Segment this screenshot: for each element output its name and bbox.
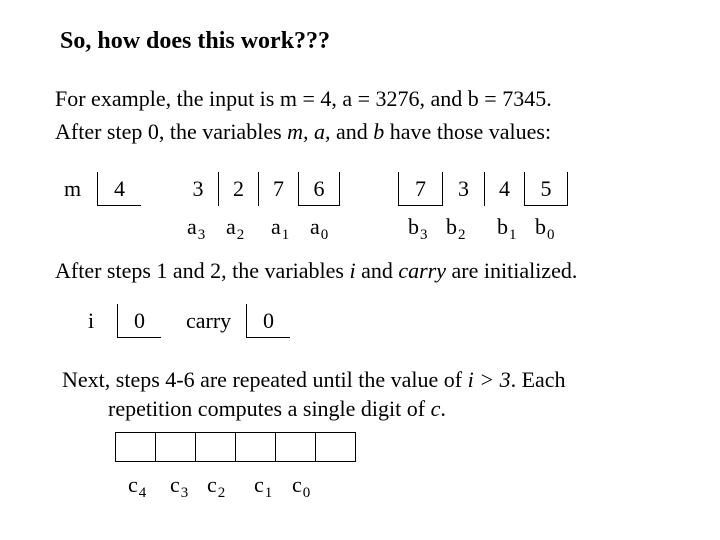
c1-label — [254, 472, 272, 502]
next-text: . — [440, 396, 446, 421]
sub-base: b — [497, 214, 508, 239]
sub-index: 3 — [420, 227, 428, 243]
c3-label — [170, 472, 188, 502]
b-digit: 3 — [442, 172, 484, 206]
sub-index: 4 — [138, 485, 147, 501]
intro-var-b: b — [373, 119, 385, 144]
a-digit: 3 — [192, 176, 204, 201]
intro-text: have those values: — [384, 119, 552, 144]
sub-base: a — [226, 214, 236, 239]
sub-base: a — [187, 214, 197, 239]
b-digit: 5 — [524, 172, 568, 206]
next-condition: i > 3 — [467, 367, 511, 392]
b0-label — [535, 214, 555, 244]
b2-label — [446, 214, 466, 244]
m-box — [97, 172, 141, 206]
next-line-2 — [108, 396, 446, 422]
sub-base: c — [207, 472, 217, 497]
sub-index: 2 — [236, 227, 245, 243]
sub-base: b — [408, 214, 419, 239]
carry-label: carry — [186, 308, 232, 333]
a2-label — [226, 214, 244, 244]
c-box — [235, 432, 276, 462]
next-var-c: c — [430, 396, 441, 421]
b-digits — [398, 172, 568, 206]
c-box — [195, 432, 236, 462]
next-text: . Each — [510, 367, 566, 392]
a-digit: 2 — [218, 172, 258, 206]
carry-value: 0 — [246, 304, 290, 338]
c-digit-boxes — [115, 432, 356, 462]
sub-base: a — [271, 214, 281, 239]
slide-title: So, how does this work??? — [60, 28, 331, 54]
sub-base: b — [446, 214, 457, 239]
a-digit: 7 — [258, 172, 298, 206]
b-digit: 7 — [398, 172, 442, 206]
c0-label — [292, 472, 310, 502]
sub-base: c — [170, 472, 180, 497]
c-box — [275, 432, 316, 462]
b3-label — [408, 214, 428, 244]
next-text: Next, steps 4-6 are repeated until the value of — [62, 367, 468, 392]
i-label: i — [88, 308, 95, 333]
i-box — [117, 304, 161, 338]
sub-base: c — [254, 472, 264, 497]
intro-line-2 — [55, 119, 551, 145]
b-digit: 4 — [484, 172, 524, 206]
a-digit: 6 — [298, 172, 340, 206]
a-digits — [178, 172, 340, 206]
steps12-var-carry: carry — [398, 258, 447, 283]
next-text: repetition computes a single digit of — [108, 396, 431, 421]
steps12-text: After steps 1 and 2, the variables — [55, 258, 350, 283]
i-value: 0 — [117, 304, 161, 338]
sub-index: 1 — [281, 227, 290, 243]
c-box — [155, 432, 196, 462]
c4-label — [128, 472, 146, 502]
sub-index: 0 — [320, 227, 329, 243]
c-box — [315, 432, 356, 462]
m-label: m — [64, 176, 82, 201]
sub-index: 1 — [264, 485, 273, 501]
sub-index: 0 — [547, 227, 555, 243]
c-box — [115, 432, 156, 462]
sub-index: 2 — [458, 227, 466, 243]
intro-line-1: For example, the input is m = 4, a = 3276, and b = 7345. — [55, 86, 552, 111]
intro-text: and — [330, 119, 374, 144]
m-value: 4 — [97, 172, 141, 206]
steps12-var-i: i — [349, 258, 356, 283]
sub-base: a — [310, 214, 320, 239]
sub-index: 2 — [217, 485, 226, 501]
intro-text: After step 0, the variables — [55, 119, 288, 144]
steps12-text: and — [355, 258, 399, 283]
sub-base: b — [535, 214, 546, 239]
next-line-1 — [62, 367, 566, 393]
a1-label — [271, 214, 289, 244]
a0-label — [310, 214, 328, 244]
c2-label — [207, 472, 225, 502]
sub-index: 0 — [302, 485, 311, 501]
sub-index: 3 — [180, 485, 189, 501]
b1-label — [497, 214, 517, 244]
intro-vars-ma: m, a, — [287, 119, 331, 144]
sub-index: 3 — [197, 227, 206, 243]
sub-base: c — [292, 472, 302, 497]
steps12-line — [55, 258, 577, 284]
sub-index: 1 — [509, 227, 517, 243]
sub-base: c — [128, 472, 138, 497]
a3-label — [187, 214, 205, 244]
steps12-text: are initialized. — [446, 258, 578, 283]
carry-box — [246, 304, 290, 338]
